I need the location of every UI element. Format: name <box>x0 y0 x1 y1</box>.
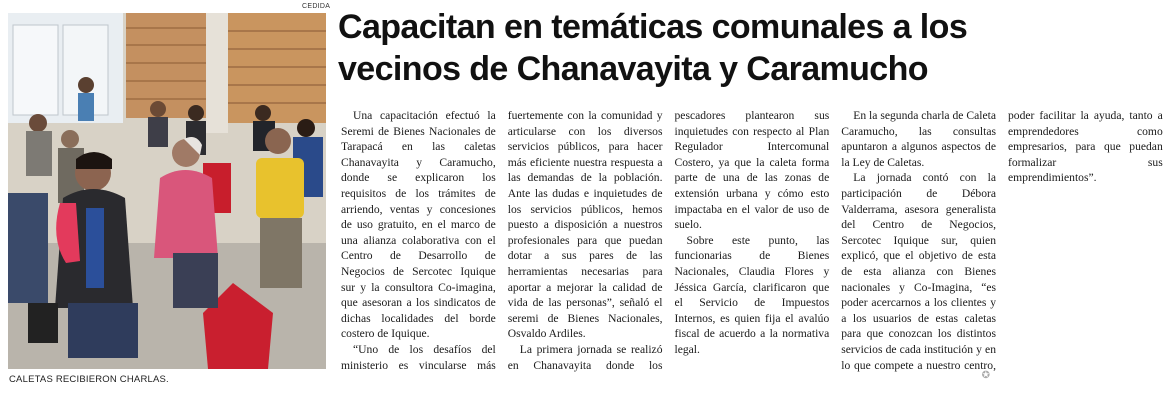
article-photo <box>8 13 326 369</box>
article-paragraph: “Uno de los desafíos del ministerio es vincularse más fuertemente con la comunidad y articularse con los diversos servicios públicos, para hacer más eficiente nuestra respuesta a las demandas de la población. Ante las dudas e inquietudes de los servicios públicos, hemos puesto a disposición a nuestros profesionales para que puedan dotar a sus pares de las herramientas necesarias para aportar a mejorar la calidad de vida de las personas”, señaló el seremi de Bienes Nacionales, Osvaldo Ardiles. <box>341 109 663 372</box>
end-mark-icon: ✪ <box>981 370 990 381</box>
article-paragraph: Una capacitación efectuó la Seremi de Bienes Nacionales de Tarapacá en las caletas Chanavayita y Caramucho, donde se explicaron los requisitos de los trámites de arriendo, ventas y concesiones de uso gratuito, en el marco de una alianza colaborativa con el Centro de Desarrollo de Negocios de Sercotec Iquique sur y la consultora Co-imagina, que asesoran a los sindicatos de dichas localidades del borde costero de Iquique. <box>341 109 496 341</box>
photo-credit: CEDIDA <box>302 3 331 10</box>
photo-illustration <box>8 13 326 369</box>
article-paragraph: Sobre este punto, las funcionarias de Bienes Nacionales, Claudia Flores y Jéssica García, clarificaron que el Servicio de Impuestos Internos, es quien fija el avalúo fiscal de acuerdo a la normativa legal. <box>674 233 830 356</box>
article-paragraph: En la segunda charla de Caleta Caramucho, las consultas apuntaron a algunos aspectos de la Ley de Caletas. <box>841 109 996 169</box>
article-paragraph: La primera jornada se realizó en Chanavayita donde los pescadores plantearon sus inquietudes con respecto al Plan Regulador Intercomunal Costero, ya que la caleta forma parte de una de las zonas de extensión urbana y cómo esto impactaba en el valor de uso de suelo. <box>507 109 830 372</box>
article-paragraph: La jornada contó con la participación de Débora Valderrama, asesora generalista del Centro de Negocios, Sercotec Iquique sur, quien explicó, que el objetivo de esta de esta alianza con Bienes nacionales y Co-Imagina, “es poder acercarnos a los clientes y a los usuarios de estas caletas para que conozcan los distintos servicios de cada institución y en lo que compete a nuestro centro, poder facilitar la ayuda, tanto a emprendedores como empresarios, para que puedan formalizar sus emprendimientos”. <box>841 109 1163 372</box>
article-headline: Capacitan en temáticas comunales a los vecinos de Chanavayita y Caramucho <box>338 8 968 88</box>
photo-caption: CALETAS RECIBIERON CHARLAS. <box>9 374 169 385</box>
article-body <box>341 108 1163 388</box>
